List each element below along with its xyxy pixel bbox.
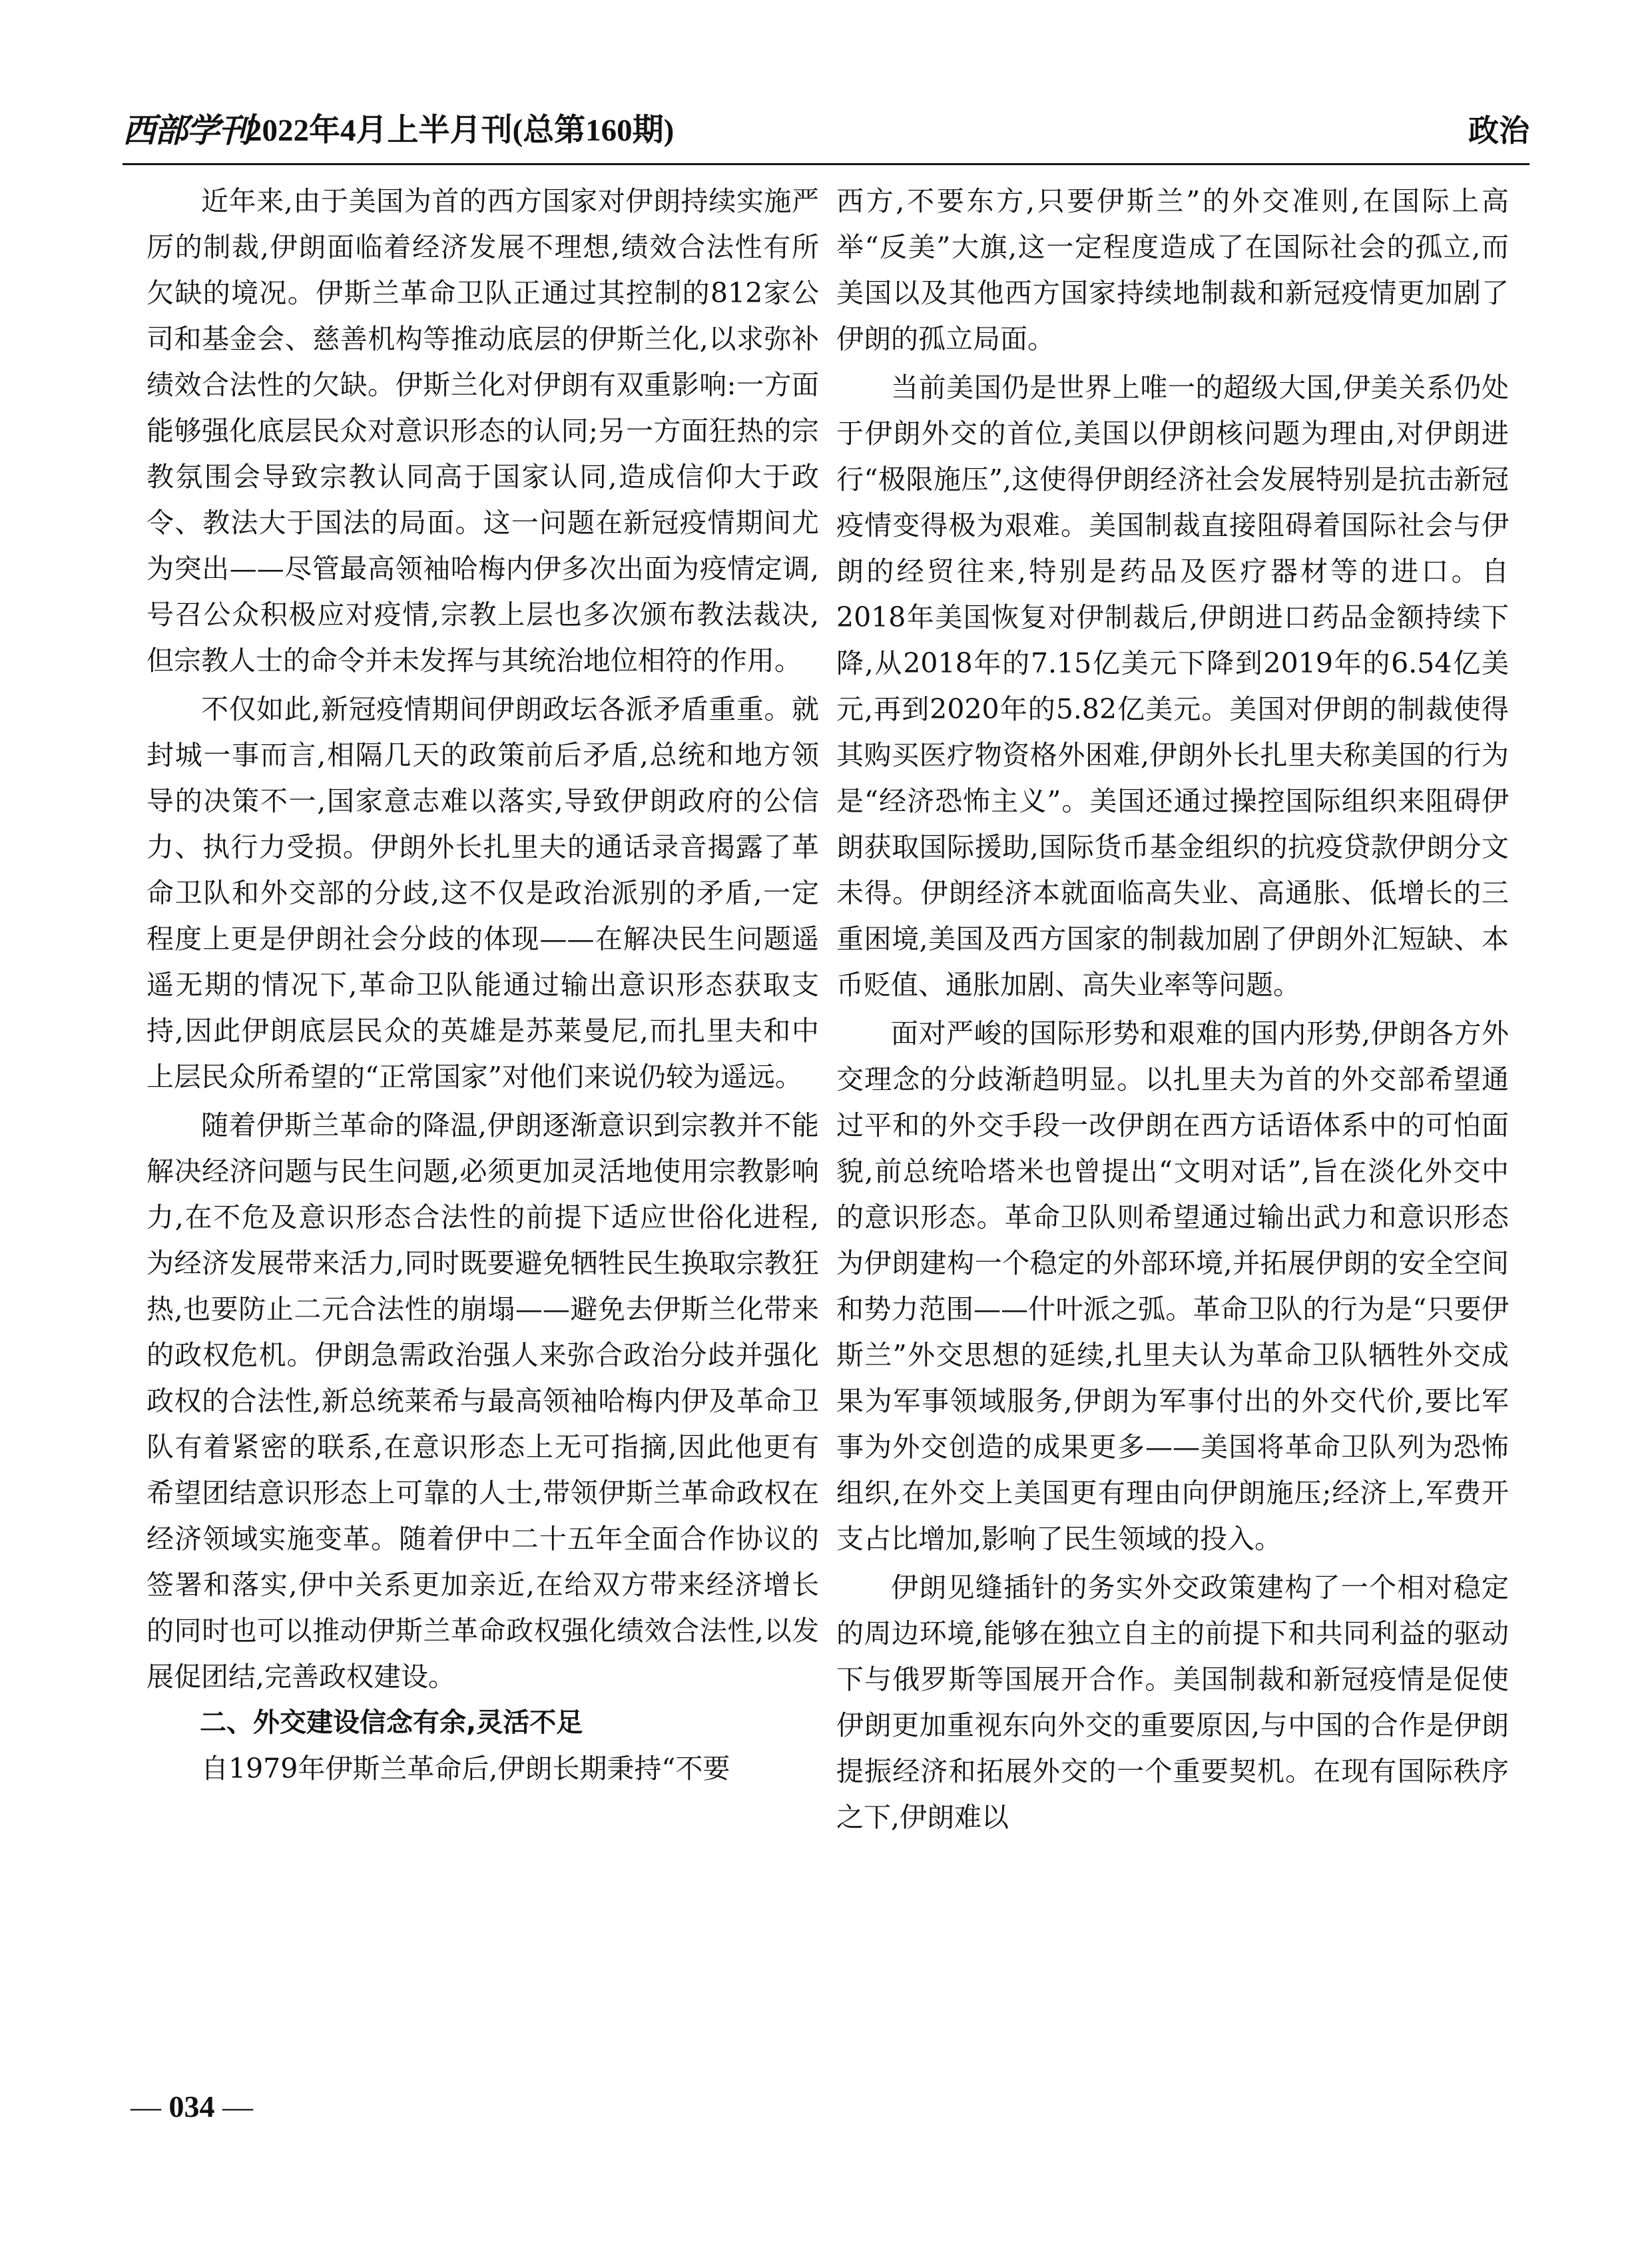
page-number: 034 <box>168 2090 215 2123</box>
issue-info: 2022年4月上半月刊(总第160期) <box>246 113 675 148</box>
footer-dash-right: — <box>222 2090 253 2123</box>
paragraph: 当前美国仍是世界上唯一的超级大国,伊美关系仍处于伊朗外交的首位,美国以伊朗核问题为理由,对伊朗进行“极限施压”,这使得伊朗经济社会发展特别是抗击新冠疫情变得极为艰难。美国制裁直接阻碍着国际社会与伊朗的经贸往来,特别是药品及医疗器材等的进口。自2018年美国恢复对伊制裁后,伊朗进口药品金额持续下降,从2018年的7.15亿美元下降到2019年的6.54亿美元,再到2020年的5.82亿美元。美国对伊朗的制裁使得其购买医疗物资格外困难,伊朗外长扎里夫称美国的行为是“经济恐怖主义”。美国还通过操控国际组织来阻碍伊朗获取国际援助,国际货币基金组织的抗疫贷款伊朗分文未得。伊朗经济本就面临高失业、高通胀、低增长的三重困境,美国及西方国家的制裁加剧了伊朗外汇短缺、本币贬值、通胀加剧、高失业率等问题。 <box>836 372 1509 1001</box>
section-heading: 二、外交建设信念有余,灵活不足 <box>200 1707 583 1738</box>
paragraph: 自1979年伊斯兰革命后,伊朗长期秉持“不要 <box>201 1753 730 1785</box>
right-column <box>836 178 1509 1840</box>
paragraph: 随着伊斯兰革命的降温,伊朗逐渐意识到宗教并不能解决经济问题与民生问题,必须更加灵活地使用宗教影响力,在不危及意识形态合法性的前提下适应世俗化进程,为经济发展带来活力,同时既要避免牺牲民生换取宗教狂热,也要防止二元合法性的崩塌——避免去伊斯兰化带来的政权危机。伊朗急需政治强人来弥合政治分歧并强化政权的合法性,新总统莱希与最高领袖哈梅内伊及革命卫队有着紧密的联系,在意识形态上无可指摘,因此他更有希望团结意识形态上可靠的人士,带领伊斯兰革命政权在经济领域实施变革。随着伊中二十五年全面合作协议的签署和落实,伊中关系更加亲近,在给双方带来经济增长的同时也可以推动伊斯兰革命政权强化绩效合法性,以发展促团结,完善政权建设。 <box>146 1109 819 1693</box>
journal-logo: 西部学刊 <box>123 111 250 150</box>
paragraph-continuation: 西方,不要东方,只要伊斯兰”的外交准则,在国际上高举“反美”大旗,这一定程度造成了在国际社会的孤立,而美国以及其他西方国家持续地制裁和新冠疫情更加剧了伊朗的孤立局面。 <box>836 185 1509 355</box>
paragraph: 伊朗见缝插针的务实外交政策建构了一个相对稳定的周边环境,能够在独立自主的前提下和共同利益的驱动下与俄罗斯等国展开合作。美国制裁和新冠疫情是促使伊朗更加重视东向外交的重要原因,与中国的合作是伊朗提振经济和拓展外交的一个重要契机。在现有国际秩序之下,伊朗难以 <box>836 1571 1509 1833</box>
page-footer <box>131 2087 253 2127</box>
footer-dash-left: — <box>131 2090 161 2123</box>
page-header <box>123 107 1529 160</box>
section-label: 政治 <box>1468 113 1529 148</box>
header-divider <box>123 163 1529 165</box>
paragraph: 近年来,由于美国为首的西方国家对伊朗持续实施严厉的制裁,伊朗面临着经济发展不理想,绩效合法性有所欠缺的境况。伊斯兰革命卫队正通过其控制的812家公司和基金会、慈善机构等推动底层的伊斯兰化,以求弥补绩效合法性的欠缺。伊斯兰化对伊朗有双重影响:一方面能够强化底层民众对意识形态的认同;另一方面狂热的宗教氛围会导致宗教认同高于国家认同,造成信仰大于政令、教法大于国法的局面。这一问题在新冠疫情期间尤为突出——尽管最高领袖哈梅内伊多次出面为疫情定调,号召公众积极应对疫情,宗教上层也多次颁布教法裁决,但宗教人士的命令并未发挥与其统治地位相符的作用。 <box>146 185 819 677</box>
left-column <box>146 178 819 1792</box>
paragraph: 不仅如此,新冠疫情期间伊朗政坛各派矛盾重重。就封城一事而言,相隔几天的政策前后矛盾,总统和地方领导的决策不一,国家意志难以落实,导致伊朗政府的公信力、执行力受损。伊朗外长扎里夫的通话录音揭露了革命卫队和外交部的分歧,这不仅是政治派别的矛盾,一定程度上更是伊朗社会分歧的体现——在解决民生问题遥遥无期的情况下,革命卫队能通过输出意识形态获取支持,因此伊朗底层民众的英雄是苏莱曼尼,而扎里夫和中上层民众所希望的“正常国家”对他们来说仍较为遥远。 <box>146 693 819 1093</box>
paragraph: 面对严峻的国际形势和艰难的国内形势,伊朗各方外交理念的分歧渐趋明显。以扎里夫为首的外交部希望通过平和的外交手段一改伊朗在西方话语体系中的可怕面貌,前总统哈塔米也曾提出“文明对话”,旨在淡化外交中的意识形态。革命卫队则希望通过输出武力和意识形态为伊朗建构一个稳定的外部环境,并拓展伊朗的安全空间和势力范围——什叶派之弧。革命卫队的行为是“只要伊斯兰”外交思想的延续,扎里夫认为革命卫队牺牲外交成果为军事领域服务,伊朗为军事付出的外交代价,要比军事为外交创造的成果更多——美国将革命卫队列为恐怖组织,在外交上美国更有理由向伊朗施压;经济上,军费开支占比增加,影响了民生领域的投入。 <box>836 1017 1509 1555</box>
